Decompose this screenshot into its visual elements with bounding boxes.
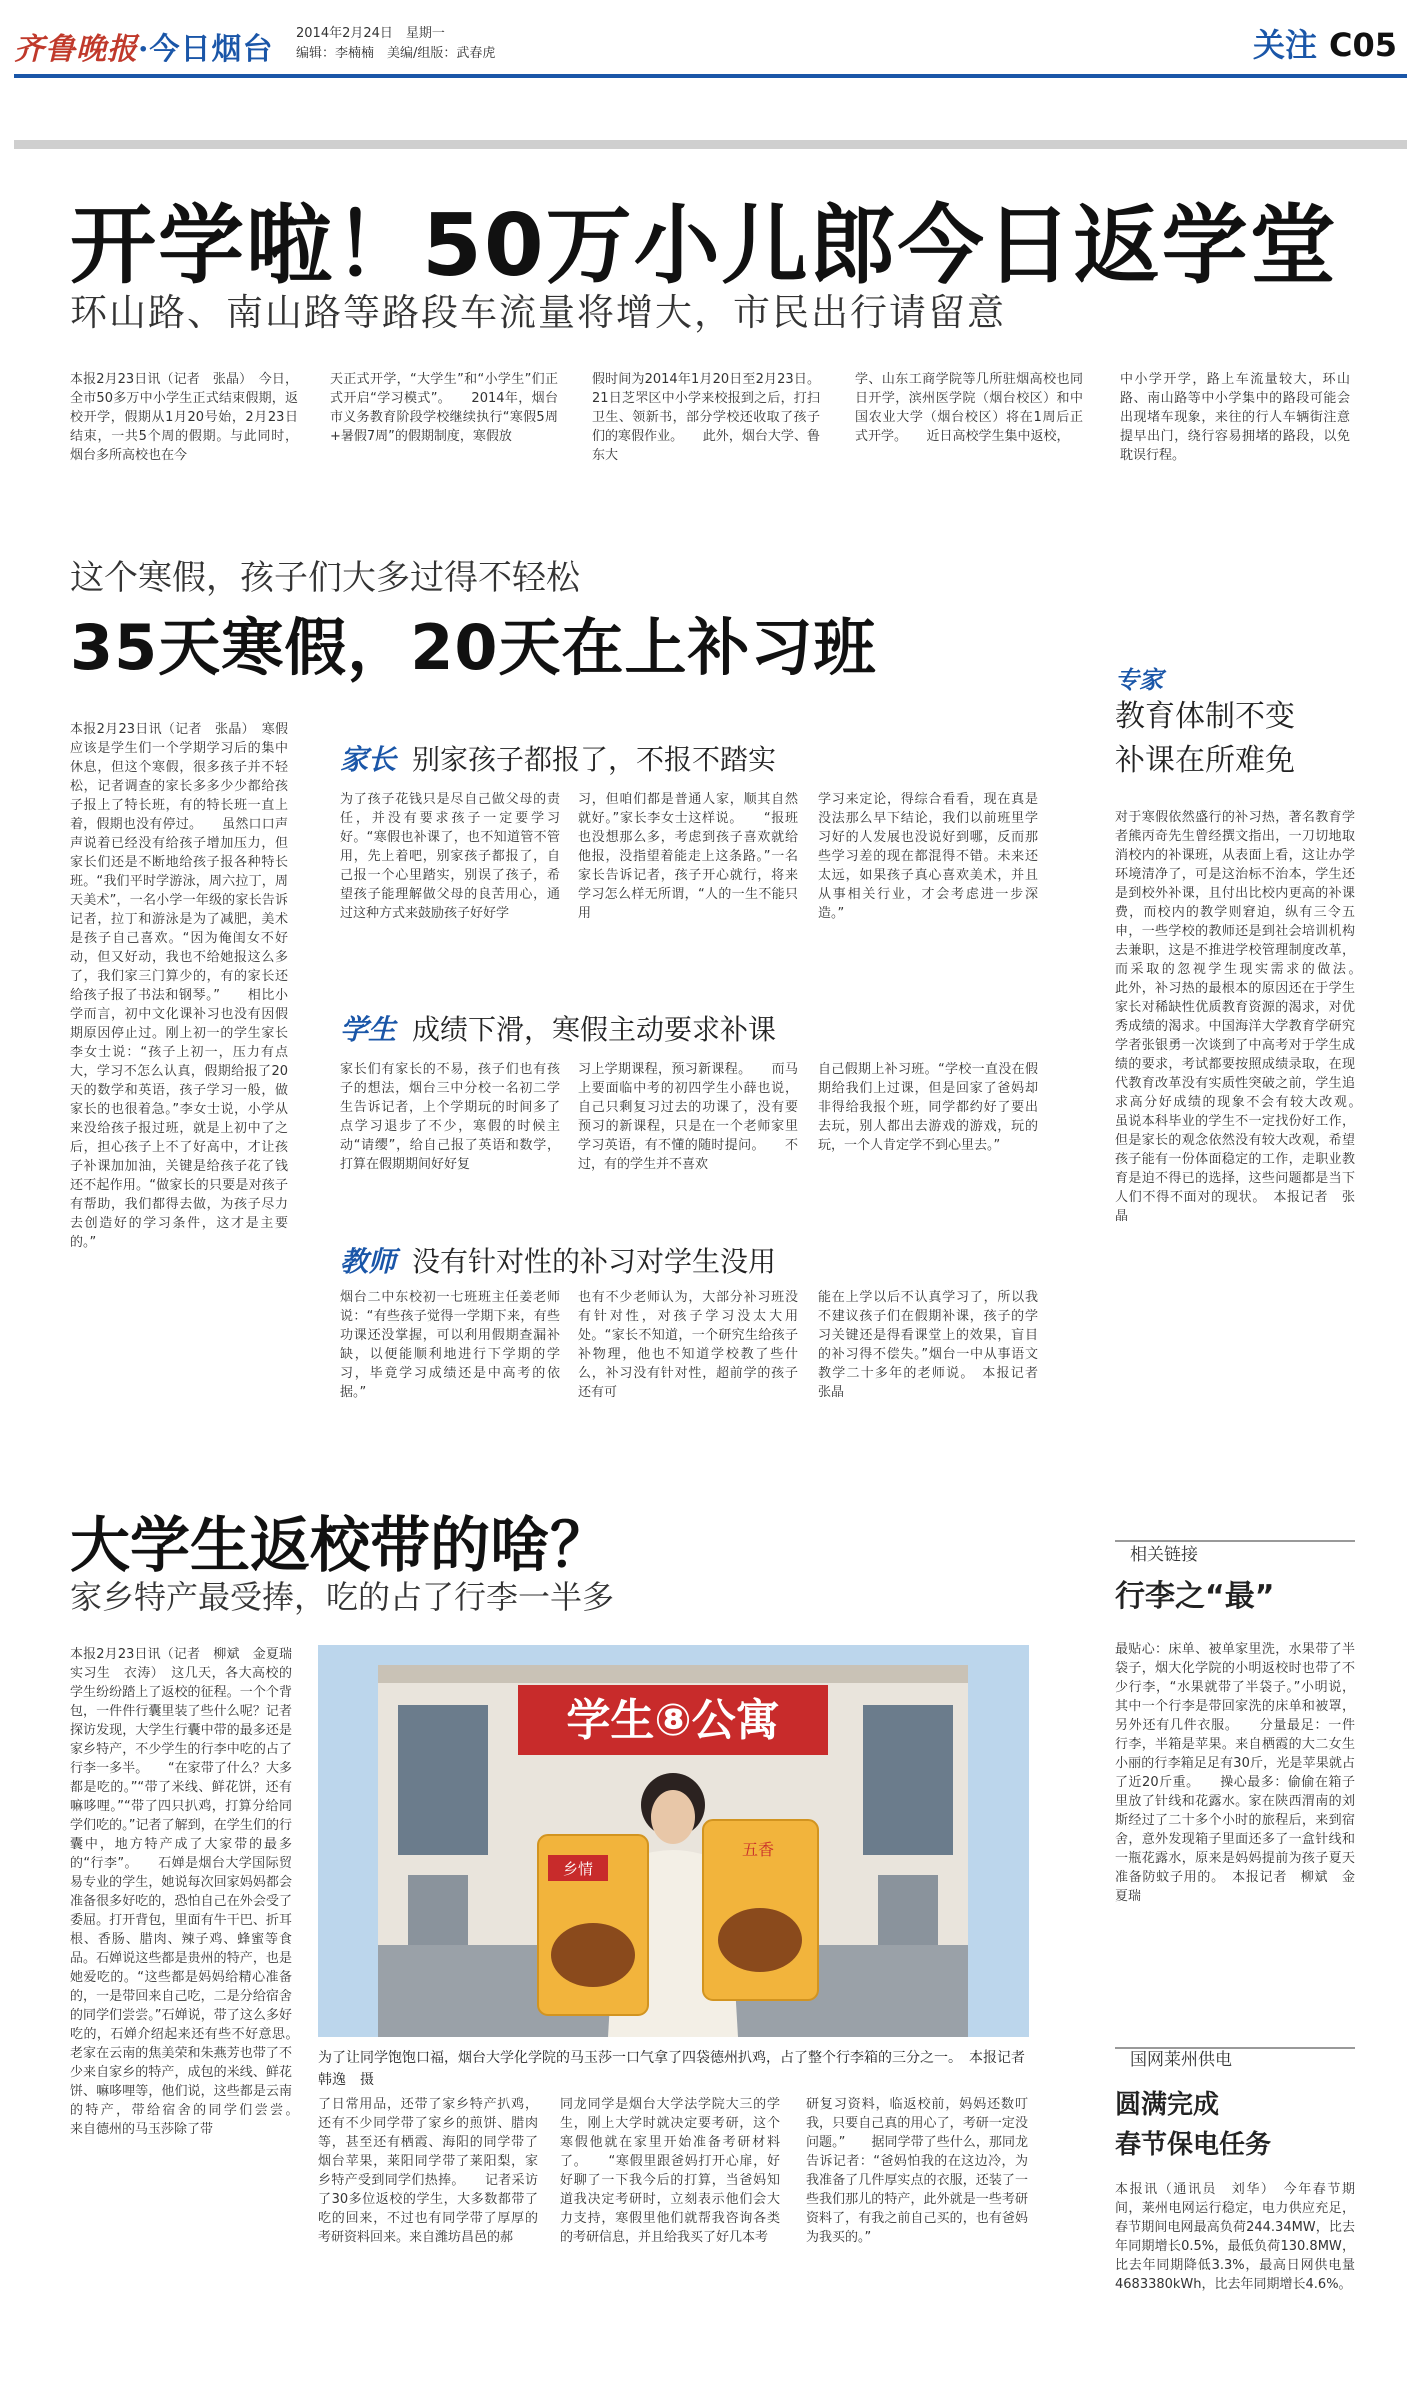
bag-label-right: 五香 [741, 1840, 775, 1859]
winter-intro: 本报2月23日讯（记者 张晶） 寒假应该是学生们一个学期学习后的集中休息，但这个寒假，很多孩子并不轻松，记者调查的家长多多少少都给孩子报上了特长班，有的特长班一直上着，假期也没有停过。 虽然口口声声说着已经没有给孩子增加压力，但家长们还是不断地给孩子报各种特长班。“我们平时学游泳，周六拉丁，周天美术”，一名小学一年级的家长告诉记者，拉丁和游泳是为了减肥，美术是孩子自己喜欢。“因为俺闺女不好动，但又好动，我也不给她报这么多了，我们家三门算少的，有的家长还给孩子报了书法和钢琴。” 相比小学而言，初中文化课补习也没有因假期原因停止过。刚上初一的学生家长李女士说：“孩子上初一，压力有点大，学习不怎么认真，假期给报了20天的数学和英语，孩子学习一般，做家长的也很着急。”李女士说，小学从来没给孩子报过班，就是上初中了之后，担心孩子上不了好高中，才让孩子补课加加油，关键是给孩子花了钱还不起作用。“做家长的只要是对孩子有帮助，我们都得去做，为孩子尽力去创造好的学习条件，这才是主要的。” [70, 722, 288, 1250]
student-photo-image [318, 1645, 1029, 2037]
grid-title-line-2: 春节保电任务 [1115, 2130, 1272, 2160]
related-body: 最贴心：床单、被单家里洗，水果带了半袋子，烟大化学院的小明返校时也带了不少行李，“水果就带了半袋子。”小明说，其中一个行李是带回家洗的床单和被罩，另外还有几件衣服。 分量最足：一件行李，半箱是苹果。来自栖霞的大二女生小丽的行李箱足足有30斤，光是苹果就占了近20斤重。 操心最多：偷偷在箱子里放了针线和花露水。家在陕西渭南的刘斯经过了二十多个小时的旅程后，来到宿舍，意外发现箱子里面还多了一盒针线和一瓶花露水，原来是妈妈提前为孩子夏天准备防蚊子用的。 本报记者 柳斌 金夏瑞 [1115, 1642, 1355, 1904]
lead-headline: 开学啦！50万小儿郎今日返学堂 [70, 196, 1338, 296]
grid-title [1115, 2085, 1271, 2165]
section-parents-head [340, 738, 776, 778]
lead-column-4: 学、山东工商学院等几所驻烟高校也同日开学，滨州医学院（烟台校区）和中国农业大学（烟台校区）将在1周后正式开学。 近日高校学生集中返校， [855, 372, 1083, 444]
issue-date: 2014年2月24日 星期一 [296, 26, 445, 41]
related-title: 行李之“最” [1115, 1579, 1275, 1614]
parents-col-3: 学习来定论，得综合看看，现在真是没法那么早下结论，我们以前班里学习好的人发展也没说好到哪，反而那些学习差的现在都混得不错。未来还太远，如果孩子真心喜欢美术，并且从事相关行业，才会考虑进一步深造。” [818, 792, 1038, 921]
student-photo [318, 1645, 1029, 2037]
college-intro: 本报2月23日讯（记者 柳斌 金夏瑞 实习生 衣涛） 这几天，各大高校的学生纷纷踏上了返校的征程。一个个背包，一件件行囊里装了些什么呢？记者探访发现，大学生行囊中带的最多还是家乡特产，不少学生的行李中吃的占了行李一多半。 “在家带了什么？大多都是吃的。”“带了米线、鲜花饼，还有嘛哆哩。”“带了四只扒鸡，打算分给同学们吃的。”记者了解到，在学生们的行囊中，地方特产成了大家带的最多的“行李”。 石婵是烟台大学国际贸易专业的学生，她说每次回家妈妈都会准备很多好吃的，恐怕自己在外会受了委屈。打开背包，里面有牛干巴、折耳根、香肠、腊肉、辣子鸡、蜂蜜等食品。石婵说这些都是贵州的特产，也是她爱吃的。“这些都是妈妈给精心准备的，一是带回来自己吃，二是分给宿舍的同学们尝尝。”石婵说，带了这么多好吃的，石婵介绍起来还有些不好意思。 老家在云南的焦美荣和朱燕芳也带了不少来自家乡的特产，成包的米线、鲜花饼、嘛哆哩等，他们说，这些都是云南的特产，带给宿舍的同学们尝尝。 来自德州的马玉莎除了带 [70, 1647, 319, 2137]
college-col-3: 研复习资料，临返校前，妈妈还数叮我，只要自己真的用心了，考研一定没问题。” 据同学带了些什么，那同龙告诉记者：“爸妈怕我的在这边冷，为我准备了几件厚实点的衣服，还装了一些我们那儿的特产，此外就是一些考研资料了，有我之前自己买的，也有爸妈为我买的。” [806, 2097, 1028, 2245]
teachers-col-2: 也有不少老师认为，大部分补习班没有针对性，对孩子学习没太大用处。“家长不知道，一个研究生给孩子补物理，他也不知道学校教了些什么，补习没有针对性，超前学的孩子还有可 [578, 1290, 798, 1400]
expert-title-line-1: 教育体制不变 [1115, 699, 1295, 734]
students-col-1: 家长们有家长的不易，孩子们也有孩子的想法，烟台三中分校一名初二学生告诉记者，上个学期玩的时间多了点学习退步了不少，寒假的时候主动“请缨”，给自己报了英语和数学，打算在假期期间好好复 [340, 1062, 560, 1172]
lead-column-3: 假时间为2014年1月20日至2月23日。21日芝罘区中小学来校报到之后，打扫卫生、领新书，部分学校还收取了孩子们的寒假作业。 此外，烟台大学、鲁东大 [592, 372, 820, 463]
winter-kicker: 这个寒假，孩子们大多过得不轻松 [70, 558, 580, 598]
parents-col-2: 习，但咱们都是普通人家，顺其自然就好。”家长李女士这样说。 “报班也没想那么多，考虑到孩子喜欢就给他报，没指望着能走上这条路。”一名家长告诉记者，孩子开心就行，将来学习怎么样无所谓，“人的一生不能只用 [578, 792, 798, 921]
expert-title [1115, 695, 1295, 783]
lead-column-2: 天正式开学，“大学生”和“小学生”们正式开启“学习模式”。 2014年，烟台市义务教育阶段学校继续执行“寒假5周+暑假7周”的假期制度，寒假放 [330, 372, 558, 444]
grid-label: 国网莱州供电 [1130, 2050, 1232, 2070]
section-teachers-title: 没有针对性的补习对学生没用 [412, 1245, 777, 1278]
teachers-col-1: 烟台二中东校初一七班班主任姜老师说：“有些孩子觉得一学期下来，有些功课还没掌握，可以利用假期查漏补缺，以便能顺利地进行下学期的学习，毕竟学习成绩还是中高考的依据。” [340, 1290, 560, 1400]
section-students-head [340, 1008, 776, 1048]
college-headline: 大学生返校带的啥？ [70, 1511, 610, 1581]
section-parents-title: 别家孩子都报了，不报不踏实 [412, 743, 777, 776]
photo-caption: 为了让同学饱饱口福，烟台大学化学院的马玉莎一口气拿了四袋德州扒鸡，占了整个行李箱的三分之一。 本报记者 韩逸 摄 [318, 2050, 1039, 2088]
college-col-2: 同龙同学是烟台大学法学院大三的学生，刚上大学时就决定要考研，这个寒假他就在家里开始准备考研材料了。 “寒假里跟爸妈打开心扉，好好聊了一下我今后的打算，当爸妈知道我决定考研时，立刻表示他们会大力支持，寒假里他们就帮我咨询各类的考研信息，并且给我买了好几本考 [560, 2097, 780, 2245]
brand-name: ·今日烟台 [138, 32, 274, 67]
related-label: 相关链接 [1130, 1545, 1198, 1565]
lead-subheadline: 环山路、南山路等路段车流量将增大，市民出行请留意 [70, 291, 1006, 334]
section-header [1253, 20, 1397, 66]
parents-col-1: 为了孩子花钱只是尽自己做父母的责任，并没有要求孩子一定要学习好。“寒假也补课了，也不知道管不管用，先上着吧，别家孩子都报了，自己报一个心里踏实，别误了孩子，希望孩子能理解做父母的良苦用心，通过这种方式来鼓励孩子好好学 [340, 792, 560, 921]
section-teachers-head [340, 1240, 776, 1280]
masthead [14, 24, 273, 68]
page-number: C05 [1328, 26, 1397, 64]
students-col-3: 自己假期上补习班。“学校一直没在假期给我们上过课，但是回家了爸妈却非得给我报个班，同学都约好了要出去玩，别人都出去游戏的游戏，玩的玩，一个人肯定学不到心里去。” [818, 1062, 1038, 1153]
college-col-1: 了日常用品，还带了家乡特产扒鸡，还有不少同学带了家乡的煎饼、腊肉等，甚至还有栖霞、海阳的同学带了烟台苹果，莱阳同学带了莱阳梨，家乡特产受到同学们热捧。 记者采访了30多位返校的学生，大多数都带了吃的回来，不过也有同学带了厚厚的考研资料回来。来自潍坊昌邑的郝 [318, 2097, 538, 2245]
editors-line: 编辑：李楠楠 美编/组版：武春虎 [296, 46, 496, 61]
header-meta [296, 24, 495, 64]
college-subheadline: 家乡特产最受捧，吃的占了行李一半多 [70, 1578, 615, 1616]
tag-students: 学生 [340, 1013, 397, 1046]
brand-prefix: 齐鲁晚报 [14, 32, 138, 67]
students-col-2: 习上学期课程，预习新课程。 而马上要面临中考的初四学生小薛也说，自己只剩复习过去的功课了，没有要预习的新课程，只是在一个老师家里学习英语，有不懂的随时提问。 不过，有的学生并不喜欢 [578, 1062, 798, 1172]
tag-teachers: 教师 [340, 1245, 397, 1278]
expert-title-line-2: 补课在所难免 [1115, 743, 1295, 778]
winter-headline: 35天寒假，20天在上补习班 [70, 611, 877, 684]
header-rule [14, 74, 1407, 78]
teachers-col-3: 能在上学以后不认真学习了，所以我不建议孩子们在假期补课，孩子的学习关键还是得看课堂上的效果，盲目的补习得不偿失。”烟台一中从事语文教学二十多年的老师说。 本报记者 张晶 [818, 1290, 1052, 1400]
section-name: 关注 [1252, 26, 1317, 64]
dorm-sign-text: 学生⑧公寓 [566, 1695, 780, 1746]
bag-label-left: 乡情 [562, 1860, 594, 1878]
lead-column-5: 中小学开学，路上车流量较大，环山路、南山路等中小学集中的路段可能会出现堵车现象，来往的行人车辆街注意提早出门，绕行容易拥堵的路段，以免耽误行程。 [1120, 372, 1350, 463]
grid-body: 本报讯（通讯员 刘华） 今年春节期间，莱州电网运行稳定，电力供应充足，春节期间电网最高负荷244.34MW，比去年同期增长0.5%，最低负荷130.8MW，比去年同期降低3.3%，最高日网供电量4683380kWh，比去年同期增长4.6%。 [1115, 2182, 1355, 2292]
tag-parents: 家长 [340, 743, 397, 776]
section-students-title: 成绩下滑，寒假主动要求补课 [412, 1013, 777, 1046]
section-divider [14, 140, 1407, 149]
lead-column-1: 本报2月23日讯（记者 张晶） 今日，全市50多万中小学生正式结束假期，返校开学，假期从1月20号始，2月23日结束，一共5个周的假期。与此同时，烟台多所高校也在今 [70, 372, 298, 463]
expert-body: 对于寒假依然盛行的补习热，著名教育学者熊丙奇先生曾经撰文指出，一刀切地取消校内的补课班，从表面上看，这让办学环境清净了，可是这治标不治本，学生还是到校外补课，且付出比校内更高的补课费，而校内的教学则窘迫，纵有三令五申，一些学校的教师还是到社会培训机构去兼职，这是不推进学校管理制度改革，而采取的忽视学生现实需求的做法。 此外，补习热的最根本的原因还在于学生家长对稀缺性优质教育资源的渴求，对优秀成绩的渴求。中国海洋大学教育学研究学者张银勇一次谈到了中高考对于学生成绩的要求，考试都要按照成绩录取，在现代教育改革没有实质性突破之前，学生追求高分好成绩的现象不会有较大改观。 虽说本科毕业的学生不一定找份好工作，但是家长的观念依然没有较大改观，希望孩子能有一份体面稳定的工作，走职业教育是迫不得已的选择，这些问题都是当下人们不得不面对的现状。 本报记者 张晶 [1115, 810, 1382, 1224]
grid-title-line-1: 圆满完成 [1115, 2090, 1220, 2120]
expert-tag: 专家 [1115, 666, 1163, 694]
